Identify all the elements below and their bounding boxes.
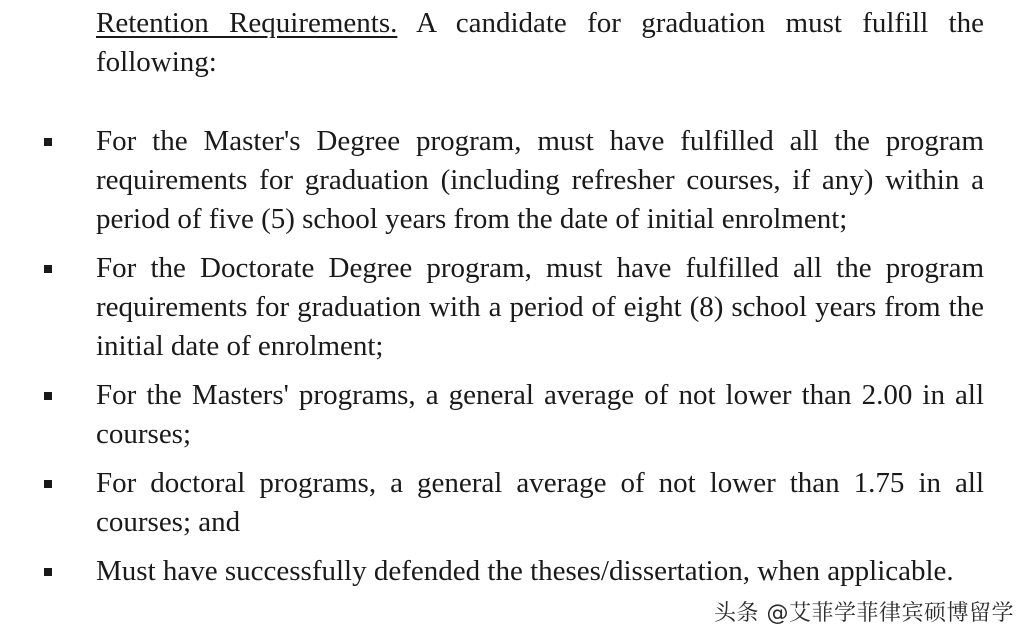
list-item <box>0 464 984 542</box>
list-item-text: Must have successfully defended the theses/dissertation, when applicable. <box>96 555 954 587</box>
square-bullet-icon <box>44 568 52 576</box>
list-item <box>0 249 984 366</box>
intro-text: A candidate for graduation must fulfill the following: <box>96 7 984 78</box>
list-item-text: For the Doctorate Degree program, must have fulfilled all the program requirements for graduation with a period of eight (8) school years from the initial date of enrolment; <box>96 252 984 362</box>
list-item-text: For doctoral programs, a general average of not lower than 1.75 in all courses; and <box>96 467 984 538</box>
square-bullet-icon <box>44 392 52 400</box>
list-item <box>0 552 984 591</box>
section-heading: Retention Requirements. <box>96 7 398 39</box>
list-item <box>0 376 984 454</box>
list-item-text: For the Masters' programs, a general average of not lower than 2.00 in all courses; <box>96 379 984 450</box>
list-item-text: For the Master's Degree program, must have fulfilled all the program requirements for graduation (including refresher courses, if any) within a period of five (5) school years from the date of initial enrolment; <box>96 125 984 235</box>
source-watermark: 头条 @艾菲学菲律宾硕博留学 <box>714 601 1014 626</box>
list-item <box>0 122 984 239</box>
square-bullet-icon <box>44 480 52 488</box>
requirements-list <box>0 122 1034 591</box>
intro-paragraph <box>96 4 984 82</box>
square-bullet-icon <box>44 265 52 273</box>
square-bullet-icon <box>44 138 52 146</box>
